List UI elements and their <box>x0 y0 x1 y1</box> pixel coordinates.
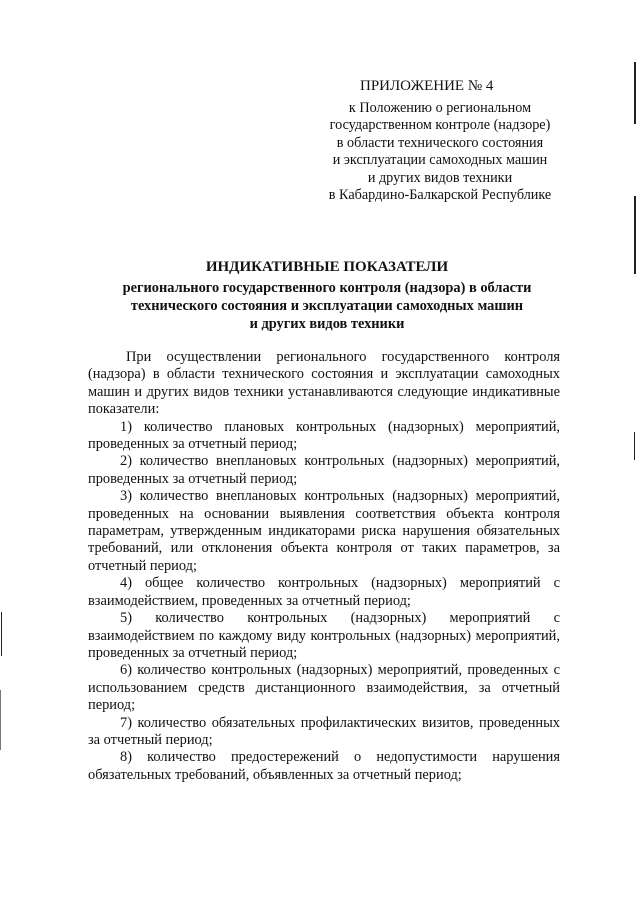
document-subtitle <box>88 279 566 333</box>
annex-line: к Положению о региональном <box>348 99 532 116</box>
indicator-item: 6) количество контрольных (надзорных) мероприятий, проведенных с использованием средств дистанционного взаимодействия, за отчетный период; <box>88 662 560 714</box>
indicator-item: 3) количество внеплановых контрольных (надзорных) мероприятий, проведенных на основании выявления соответствия объекта контроля параметрам, утвержденным индикаторами риска нарушения обязательных требований, или отклонения объекта контроля от таких параметров, за отчетный период; <box>88 488 560 574</box>
scan-edge-mark <box>0 690 1 750</box>
scan-edge-mark <box>634 432 635 460</box>
intro-paragraph: При осуществлении регионального государственного контроля (надзора) в области технического состояния и эксплуатации самоходных машин и других видов техники устанавливаются следующие индикативные показатели: <box>88 349 560 418</box>
subtitle-line: и других видов техники <box>249 316 405 332</box>
indicator-item: 2) количество внеплановых контрольных (надзорных) мероприятий, проведенных за отчетный период; <box>88 453 560 487</box>
indicator-item: 1) количество плановых контрольных (надзорных) мероприятий, проведенных за отчетный период; <box>88 418 560 453</box>
annex-line: и эксплуатации самоходных машин <box>332 152 548 168</box>
annex-line: государственном контроле (надзоре) <box>329 117 551 133</box>
indicator-item: 7) количество обязательных профилактических визитов, проведенных за отчетный период; <box>88 714 560 748</box>
annex-line: в Кабардино-Балкарской Республике <box>328 187 552 203</box>
indicator-item: 4) общее количество контрольных (надзорных) мероприятий с взаимодействием, проведенных за отчетный период; <box>88 575 560 609</box>
annex-heading: ПРИЛОЖЕНИЕ № 4 <box>360 78 494 94</box>
annex-block <box>300 78 580 205</box>
scan-edge-mark <box>634 62 636 124</box>
scan-edge-mark <box>1 612 2 656</box>
scan-edge-mark <box>634 196 636 274</box>
indicator-item: 5) количество контрольных (надзорных) мероприятий с взаимодействием по каждому виду контрольных (надзорных) мероприятий, проведенных за отчетный период; <box>88 610 560 661</box>
subtitle-line: регионального государственного контроля (надзора) в области <box>122 280 532 296</box>
annex-line: в области технического состояния <box>336 134 544 151</box>
document-title: ИНДИКАТИВНЫЕ ПОКАЗАТЕЛИ <box>205 259 449 275</box>
subtitle-line: технического состояния и эксплуатации самоходных машин <box>130 298 524 314</box>
annex-line: и других видов техники <box>367 169 513 186</box>
document-body <box>88 349 560 784</box>
indicator-item: 8) количество предостережений о недопустимости нарушения обязательных требований, объявленных за отчетный период; <box>88 749 560 783</box>
